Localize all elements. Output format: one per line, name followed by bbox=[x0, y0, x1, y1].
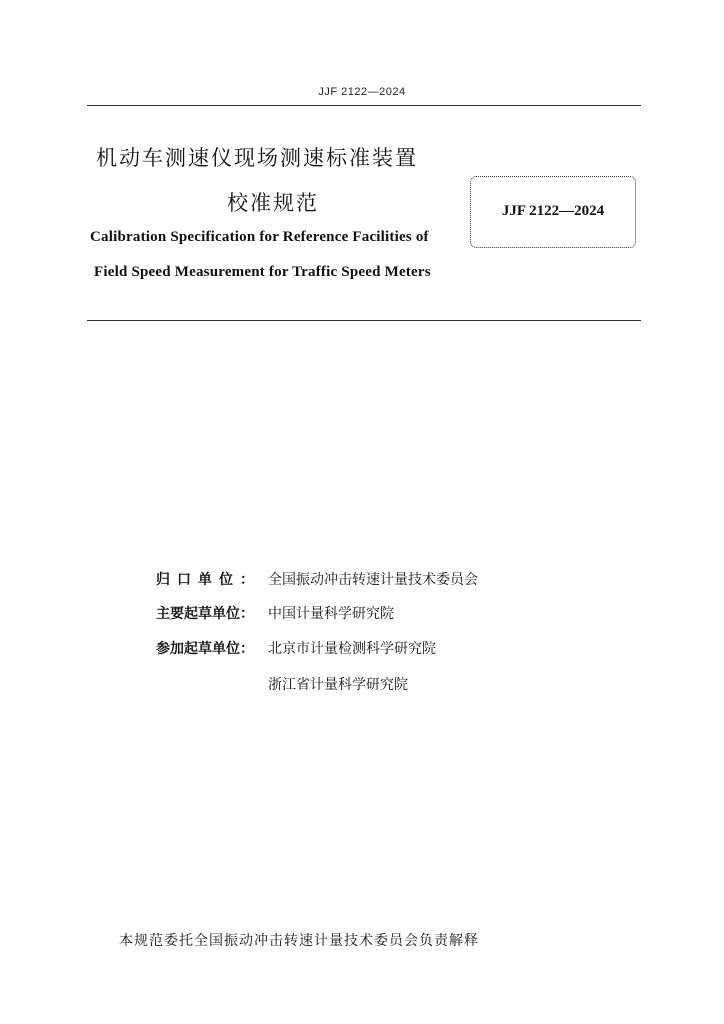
label-char: 归 bbox=[156, 572, 170, 588]
main-drafting-unit-label bbox=[156, 603, 260, 623]
responsible-unit-row bbox=[156, 569, 478, 589]
main-drafting-unit-value: 中国计量科学研究院 bbox=[268, 606, 394, 622]
label-char: 单 bbox=[198, 572, 212, 588]
label-colon: ： bbox=[240, 606, 254, 622]
bottom-divider bbox=[87, 320, 641, 321]
label-text: 主要起草单位 bbox=[156, 606, 240, 622]
label-colon: ： bbox=[240, 641, 254, 657]
label-char: 位 bbox=[219, 572, 233, 588]
title-chinese-line-1: 机动车测速仪现场测速标准装置 bbox=[96, 146, 418, 170]
label-colon: ： bbox=[240, 572, 254, 588]
header-standard-code: JJF 2122—2024 bbox=[318, 86, 406, 98]
responsible-unit-value: 全国振动冲击转速计量技术委员会 bbox=[268, 572, 478, 588]
title-english-line-2: Field Speed Measurement for Traffic Speed Meters bbox=[94, 264, 431, 280]
top-divider bbox=[87, 105, 641, 106]
standard-code-box-text: JJF 2122—2024 bbox=[501, 203, 605, 219]
interpretation-note: 本规范委托全国振动冲击转速计量技术委员会负责解释 bbox=[119, 933, 479, 949]
responsible-unit-label bbox=[156, 569, 260, 589]
label-text: 参加起草单位 bbox=[156, 641, 240, 657]
main-drafting-unit-row bbox=[156, 603, 394, 623]
participating-unit-label bbox=[156, 638, 260, 658]
title-english-line-1: Calibration Specification for Reference Facilities of bbox=[90, 229, 429, 245]
participating-unit-value: 北京市计量检测科学研究院 bbox=[268, 641, 436, 657]
title-chinese-line-2: 校准规范 bbox=[227, 191, 319, 215]
participating-unit-row bbox=[156, 638, 436, 658]
label-char: 口 bbox=[177, 572, 191, 588]
participating-unit-value-2: 浙江省计量科学研究院 bbox=[268, 677, 408, 693]
participating-unit-row-2 bbox=[268, 674, 408, 694]
